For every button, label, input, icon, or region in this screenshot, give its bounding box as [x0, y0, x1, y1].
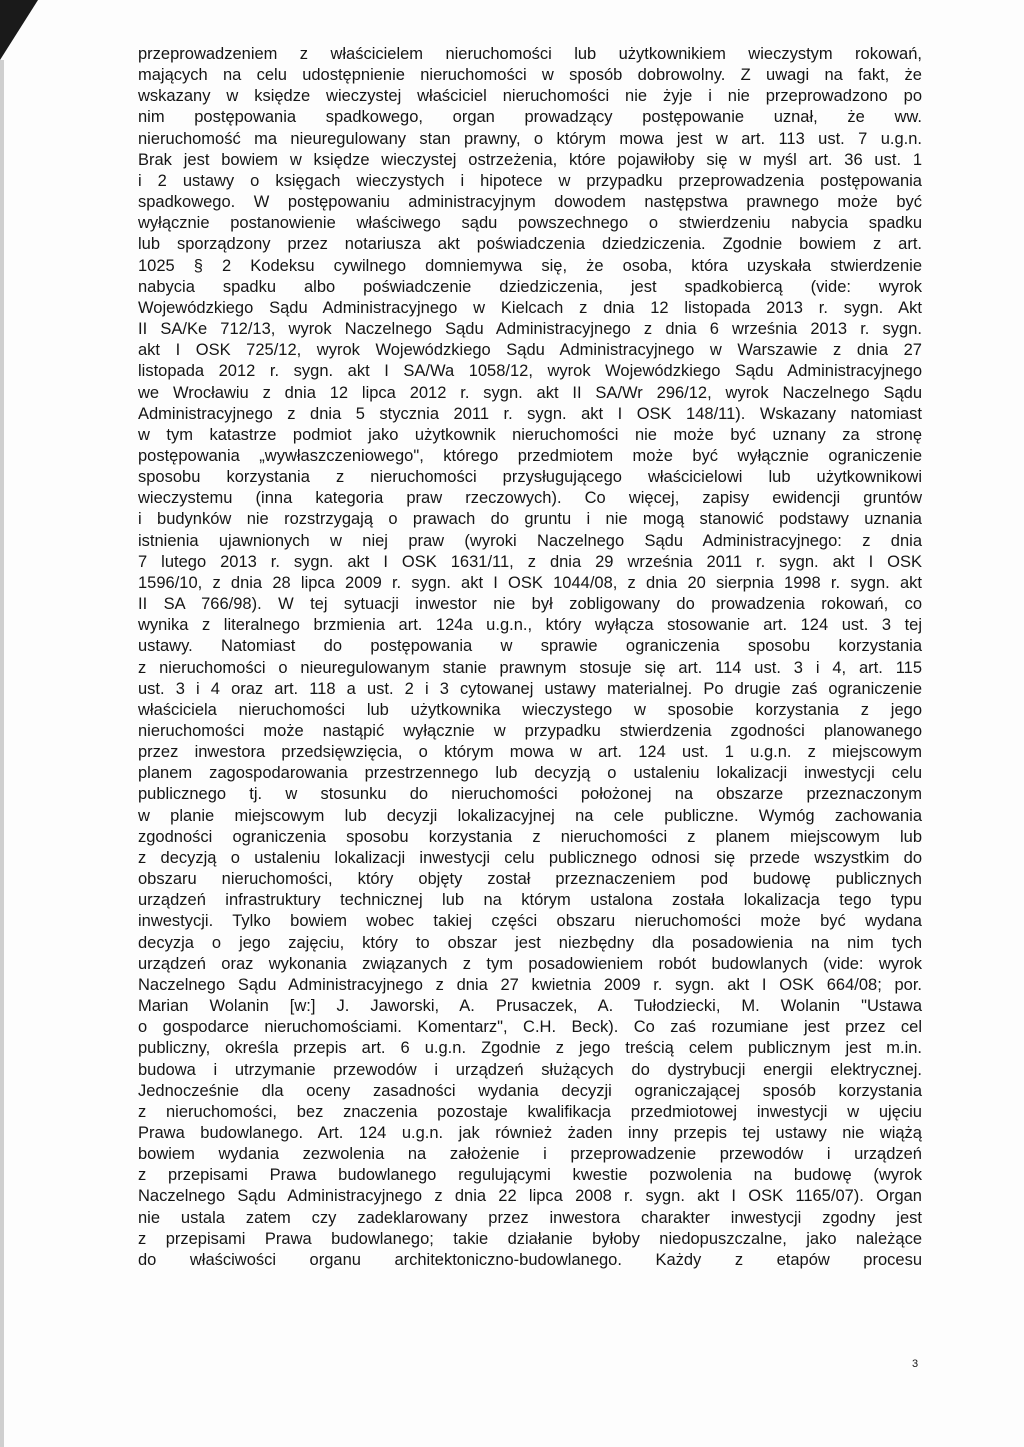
text-line: ustawy. Natomiast do postępowania w sprawie ograniczenia sposobu korzystania: [138, 637, 922, 656]
text-line: Naczelnego Sądu Administracyjnego z dnia 27 kwietnia 2009 r. sygn. akt I OSK 664/08; por.: [138, 975, 922, 994]
text-line: wieczystemu (inna kategoria praw rzeczowych). Co więcej, zapisy ewidencji gruntów: [138, 489, 922, 508]
text-line: Jednocześnie dla oceny zasadności wydania decyzji ograniczającej sposób korzystania: [138, 1081, 922, 1100]
text-line: planem zagospodarowania przestrzennego lub decyzją o ustaleniu lokalizacji inwestycji celu: [138, 764, 922, 783]
text-line: obszaru nieruchomości, który objęty został przeznaczeniem pod budowę publicznych: [138, 870, 922, 889]
text-line: lub sporządzony przez notariusza akt poświadczenia dziedziczenia. Zgodnie bowiem z art.: [138, 235, 922, 254]
text-line: zgodności ograniczenia sposobu korzystania z nieruchomości z planem miejscowym lub: [138, 827, 922, 846]
body-text: [138, 44, 922, 1271]
text-line: 1596/10, z dnia 28 lipca 2009 r. sygn. akt I OSK 1044/08, z dnia 20 sierpnia 1998 r. sygn. akt: [138, 573, 922, 592]
text-line: istnienia ujawnionych w niej praw (wyroki Naczelnego Sądu Administracyjnego: z dnia: [138, 531, 922, 550]
text-line: Prawa budowlanego. Art. 124 u.g.n. jak również żaden inny przepis tej ustawy nie wiążą: [138, 1123, 922, 1142]
text-line: wskazany w księdze wieczystej właściciel nieruchomości nie żyje i nie przeprowadzono po: [138, 87, 922, 106]
text-line: z przepisami Prawa budowlanego; takie działanie byłoby niedopuszczalne, jako należące: [138, 1229, 922, 1248]
text-line: w planie miejscowym lub decyzji lokalizacyjnej na cele publiczne. Wymóg zachowania: [138, 806, 922, 825]
text-line: listopada 2012 r. sygn. akt I SA/Wa 1058/12, wyrok Wojewódzkiego Sądu Administracyjnego: [138, 362, 922, 381]
page-number: 3: [912, 1358, 919, 1370]
text-line: publiczny, określa przepis art. 6 u.g.n. Zgodnie z jego treścią celem publicznym jest m.in.: [138, 1039, 922, 1058]
text-line: II SA/Ke 712/13, wyrok Naczelnego Sądu Administracyjnego z dnia 6 września 2013 r. sygn.: [138, 320, 922, 339]
text-line: Naczelnego Sądu Administracyjnego z dnia 22 lipca 2008 r. sygn. akt I OSK 1165/07). Organ: [138, 1187, 922, 1206]
text-line: do właściwości organu architektoniczno-budowlanego. Każdy z etapów procesu: [138, 1250, 922, 1269]
text-line: urządzeń oraz wykonania związanych z tym posadowieniem robót budowlanych (vide: wyrok: [138, 954, 922, 973]
text-line: nieruchomość ma nieuregulowany stan prawny, o którym mowa jest w art. 113 ust. 7 u.g.n.: [138, 129, 922, 148]
text-line: sposobu korzystania z nieruchomości przysługującego właścicielowi lub użytkownikowi: [138, 468, 922, 487]
text-line: mających na celu udostępnienie nieruchomości w sposób dobrowolny. Z uwagi na fakt, że: [138, 66, 922, 85]
scan-left-edge: [0, 60, 4, 1447]
text-line: Administracyjnego z dnia 5 stycznia 2011 r. sygn. akt I OSK 148/11). Wskazany natomiast: [138, 404, 922, 423]
text-line: Marian Wolanin [w:] J. Jaworski, A. Prusaczek, A. Tułodziecki, M. Wolanin "Ustawa: [138, 997, 922, 1016]
text-line: inwestycji. Tylko bowiem wobec takiej części obszaru nieruchomości może być wydana: [138, 912, 922, 931]
text-line: postępowania „wywłaszczeniowego", którego przedmiotem może być wyłącznie ograniczenie: [138, 446, 922, 465]
text-line: z decyzją o ustaleniu lokalizacji inwestycji celu publicznego odnosi się przede wszystkim do: [138, 848, 922, 867]
text-line: o gospodarce nieruchomościami. Komentarz", C.H. Beck). Co zaś rozumiane jest przez cel: [138, 1018, 922, 1037]
text-line: przeprowadzeniem z właścicielem nieruchomości lub użytkownikiem wieczystym rokowań,: [138, 45, 922, 63]
text-line: właściciela nieruchomości lub użytkownika wieczystego w sposobie korzystania z jego: [138, 700, 922, 719]
text-line: z nieruchomości, bez znaczenia pozostaje kwalifikacja przedmiotowej inwestycji w ujęciu: [138, 1102, 922, 1121]
text-line: publicznego tj. w stosunku do nieruchomości położonej na obszarze przeznaczonym: [138, 785, 922, 804]
text-line: budowa i utrzymanie przewodów i urządzeń służących do dystrybucji energii elektrycznej.: [138, 1060, 922, 1079]
text-line: urządzeń infrastruktury technicznej lub na którym ustalona została lokalizacja tego typu: [138, 891, 922, 910]
text-line: bowiem wydania zezwolenia na założenie i przeprowadzenie przewodów i urządzeń: [138, 1145, 922, 1164]
text-line: wynika z literalnego brzmienia art. 124a u.g.n., który wyłącza stosowanie art. 124 ust. 3 tej: [138, 616, 922, 635]
text-line: 7 lutego 2013 r. sygn. akt I OSK 1631/11, z dnia 29 września 2011 r. sygn. akt I OSK: [138, 552, 922, 571]
text-line: spadkowego. W postępowaniu administracyjnym dowodem następstwa prawnego może być: [138, 193, 922, 212]
text-line: z nieruchomości o nieuregulowanym stanie prawnym stosuje się art. 114 ust. 3 i 4, art. 115: [138, 658, 922, 677]
text-line: 1025 § 2 Kodeksu cywilnego domniemywa się, że osoba, która uzyskała stwierdzenie: [138, 256, 922, 275]
text-line: nieruchomości może nastąpić wyłącznie w przypadku stwierdzenia zgodności planowanego: [138, 722, 922, 740]
text-line: ust. 3 i 4 oraz art. 118 a ust. 2 i 3 cytowanej ustawy materialnej. Po drugie zaś ograniczenie: [138, 679, 922, 698]
text-line: Brak jest bowiem w księdze wieczystej ostrzeżenia, które pojawiłoby się w myśl art. 36 ust. 1: [138, 150, 922, 169]
text-line: Wojewódzkiego Sądu Administracyjnego w Kielcach z dnia 12 listopada 2013 r. sygn. Akt: [138, 298, 922, 317]
text-line: przez inwestora przedsięwzięcia, o którym mowa w art. 124 ust. 1 u.g.n. z miejscowym: [138, 743, 922, 762]
text-line: akt I OSK 725/12, wyrok Wojewódzkiego Sądu Administracyjnego w Warszawie z dnia 27: [138, 341, 922, 360]
text-line: II SA 766/98). W tej sytuacji inwestor nie był zobligowany do prowadzenia rokowań, co: [138, 595, 922, 614]
text-line: we Wrocławiu z dnia 12 lipca 2012 r. sygn. akt II SA/Wr 296/12, wyrok Naczelnego Sądu: [138, 383, 922, 402]
scan-corner-shadow: [0, 0, 38, 60]
text-line: i budynków nie rozstrzygają o prawach do gruntu i nie mogą stanowić podstawy uznania: [138, 510, 922, 529]
text-line: wyłącznie postanowienie właściwego sądu powszechnego o stwierdzeniu nabycia spadku: [138, 214, 922, 233]
text-line: nie ustala zatem czy zadeklarowany przez inwestora charakter inwestycji zgodny jest: [138, 1208, 922, 1227]
text-line: nim postępowania spadkowego, organ prowadzący postępowanie uznał, że ww.: [138, 108, 922, 127]
text-line: z przepisami Prawa budowlanego regulującymi kwestie pozwolenia na budowę (wyrok: [138, 1166, 922, 1185]
text-line: nabycia spadku albo poświadczenie dziedziczenia, jest spadkobiercą (vide: wyrok: [138, 277, 922, 296]
text-line: w tym katastrze podmiot jako użytkownik nieruchomości nie może być uznany za stronę: [138, 425, 922, 444]
text-line: i 2 ustawy o księgach wieczystych i hipotece w przypadku przeprowadzenia postępowania: [138, 171, 922, 190]
text-line: decyzja o jego zajęciu, który to obszar jest niezbędny dla posadowienia na nim tych: [138, 933, 922, 952]
